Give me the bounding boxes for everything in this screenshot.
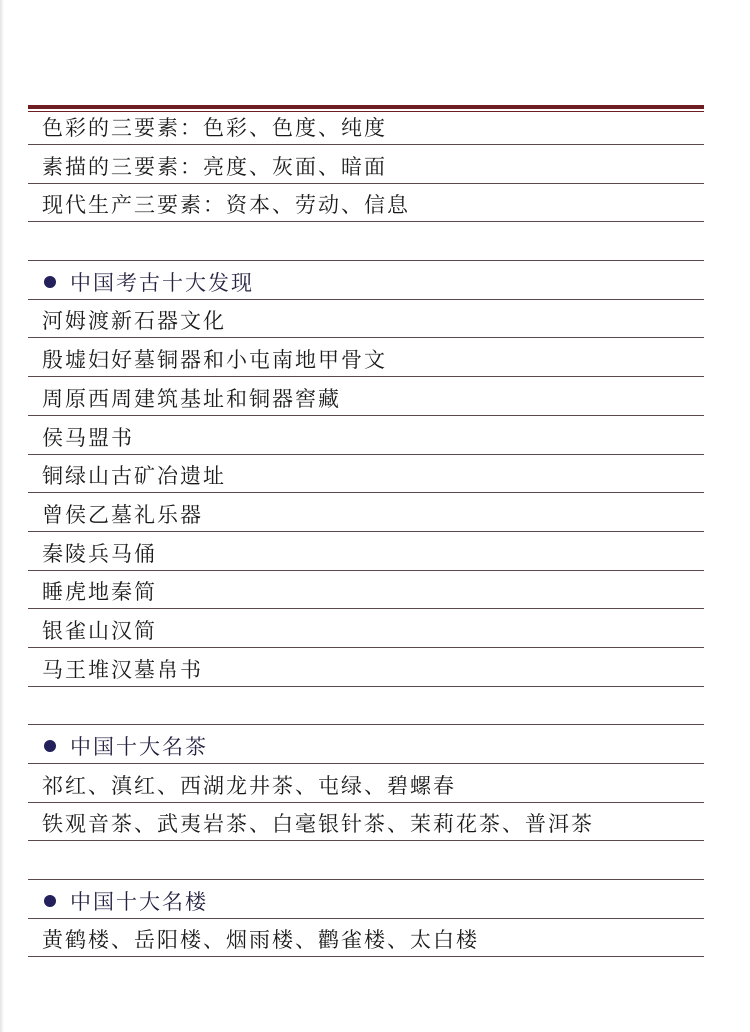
- towers-heading-line: [28, 880, 704, 919]
- list-item: [28, 648, 704, 687]
- bullet-dot-icon: [44, 740, 56, 752]
- ruled-line-production-elements: [28, 184, 704, 223]
- archaeology-item: 曾侯乙墓礼乐器: [42, 502, 203, 527]
- page-edge-shadow: [0, 0, 4, 1032]
- archaeology-item: 秦陵兵马俑: [42, 541, 157, 566]
- archaeology-heading: 中国考古十大发现: [70, 270, 254, 295]
- list-item: [28, 493, 704, 532]
- ruled-line-color-elements: [28, 112, 704, 145]
- ruled-line-sketch-elements: [28, 145, 704, 184]
- list-item: [28, 764, 704, 803]
- list-item: [28, 532, 704, 571]
- archaeology-item: 铜绿山古矿冶遗址: [42, 464, 226, 489]
- bullet-dot-icon: [44, 895, 56, 907]
- tea-line: 祁红、滇红、西湖龙井茶、屯绿、碧螺春: [42, 773, 456, 798]
- top-rule-thick: [28, 105, 704, 109]
- list-item: [28, 338, 704, 377]
- list-item: [28, 455, 704, 494]
- tea-line: 铁观音茶、武夷岩茶、白毫银针茶、茉莉花茶、普洱茶: [42, 812, 594, 837]
- towers-line: 黄鹤楼、岳阳楼、烟雨楼、鹳雀楼、太白楼: [42, 928, 479, 953]
- list-item: [28, 416, 704, 455]
- list-item: [28, 609, 704, 648]
- archaeology-item: 侯马盟书: [42, 425, 134, 450]
- ruled-line-blank: [28, 222, 704, 261]
- tea-heading: 中国十大名茶: [70, 735, 208, 759]
- list-item: [28, 919, 704, 958]
- archaeology-item: 睡虎地秦简: [42, 580, 157, 605]
- bullet-dot-icon: [44, 276, 56, 288]
- archaeology-item: 殷墟妇好墓铜器和小屯南地甲骨文: [42, 348, 387, 373]
- ruled-notebook-page: [28, 105, 704, 957]
- list-item: [28, 803, 704, 842]
- sketch-elements-text: 素描的三要素：亮度、灰面、暗面: [42, 154, 387, 179]
- production-elements-text: 现代生产三要素：资本、劳动、信息: [42, 193, 410, 218]
- archaeology-item: 马王堆汉墓帛书: [42, 657, 203, 682]
- list-item: [28, 377, 704, 416]
- color-elements-text: 色彩的三要素：色彩、色度、纯度: [42, 116, 387, 140]
- tea-heading-line: [28, 725, 704, 764]
- list-item: [28, 571, 704, 610]
- archaeology-item: 河姆渡新石器文化: [42, 309, 226, 334]
- ruled-line-blank: [28, 841, 704, 880]
- ruled-line-blank: [28, 687, 704, 726]
- archaeology-item: 周原西周建筑基址和铜器窖藏: [42, 386, 341, 411]
- towers-heading: 中国十大名楼: [70, 889, 208, 914]
- archaeology-heading-line: [28, 261, 704, 300]
- archaeology-item: 银雀山汉简: [42, 618, 157, 643]
- list-item: [28, 300, 704, 339]
